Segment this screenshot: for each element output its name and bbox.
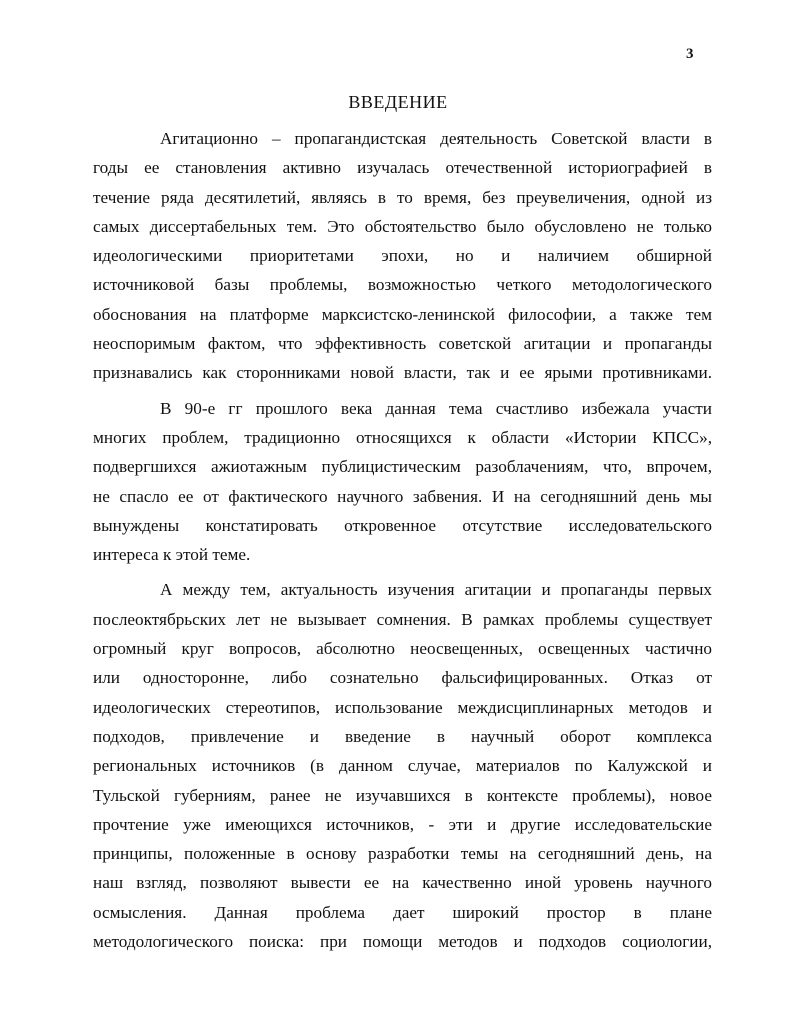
text-line: вынуждены констатировать откровенное отсутствие исследовательского: [93, 515, 712, 535]
paragraph-1: [93, 124, 712, 388]
text-line: Агитационно – пропагандистская деятельность Советской власти в: [160, 129, 712, 148]
text-line: или односторонне, либо сознательно фальсифицированных. Отказ от: [93, 668, 712, 688]
text-line: региональных источников (в данном случае, материалов по Калужской и: [93, 756, 712, 776]
text-line: подходов, привлечение и введение в научный оборот комплекса: [93, 726, 712, 746]
page-number: 3: [686, 46, 694, 62]
paragraph-2: [93, 394, 712, 570]
text-line: годы ее становления активно изучалась отечественной историографией в: [93, 158, 712, 178]
text-line: интереса к этой теме.: [93, 545, 251, 565]
text-line: принципы, положенные в основу разработки темы на сегодняшний день, на: [93, 844, 712, 864]
text-line: осмысления. Данная проблема дает широкий простор в плане: [93, 902, 712, 922]
document-body: [93, 124, 712, 956]
text-line: источниковой базы проблемы, возможностью четкого методологического: [93, 275, 712, 295]
text-line: А между тем, актуальность изучения агитации и пропаганды первых: [160, 580, 712, 600]
text-line: течение ряда десятилетий, являясь в то время, без преувеличения, одной из: [93, 187, 712, 207]
text-line: огромный круг вопросов, абсолютно неосвещенных, освещенных частично: [93, 639, 712, 659]
text-line: не спасло ее от фактического научного забвения. И на сегодняшний день мы: [93, 486, 712, 506]
text-line: послеоктябрьских лет не вызывает сомнения. В рамках проблемы существует: [93, 609, 712, 629]
text-line: многих проблем, традиционно относящихся к области «Истории КПСС»,: [93, 427, 712, 447]
text-line: наш взгляд, позволяют вывести ее на качественно иной уровень научного: [93, 873, 712, 893]
text-line: методологического поиска: при помощи методов и подходов социологии,: [93, 932, 712, 952]
text-line: обоснования на платформе марксистско-ленинской философии, а также тем: [93, 304, 712, 324]
text-line: В 90-е гг прошлого века данная тема счастливо избежала участи: [160, 398, 712, 418]
text-line: прочтение уже имеющихся источников, - эти и другие исследовательские: [93, 814, 712, 834]
text-line: самых диссертабельных тем. Это обстоятельство было обусловлено не только: [93, 216, 712, 236]
text-line: подвергшихся ажиотажным публицистическим разоблачениям, что, впрочем,: [93, 457, 712, 477]
text-line: признавались как сторонниками новой власти, так и ее ярыми противниками.: [93, 363, 712, 383]
text-line: идеологическими приоритетами эпохи, но и наличием обширной: [93, 246, 712, 266]
text-line: неоспоримым фактом, что эффективность советской агитации и пропаганды: [93, 334, 712, 354]
page-title: ВВЕДЕНИЕ: [348, 92, 448, 112]
text-line: идеологических стереотипов, использование междисциплинарных методов и: [93, 697, 712, 717]
paragraph-3: [93, 575, 712, 956]
text-line: Тульской губерниям, ранее не изучавшихся в контексте проблемы), новое: [93, 785, 712, 805]
